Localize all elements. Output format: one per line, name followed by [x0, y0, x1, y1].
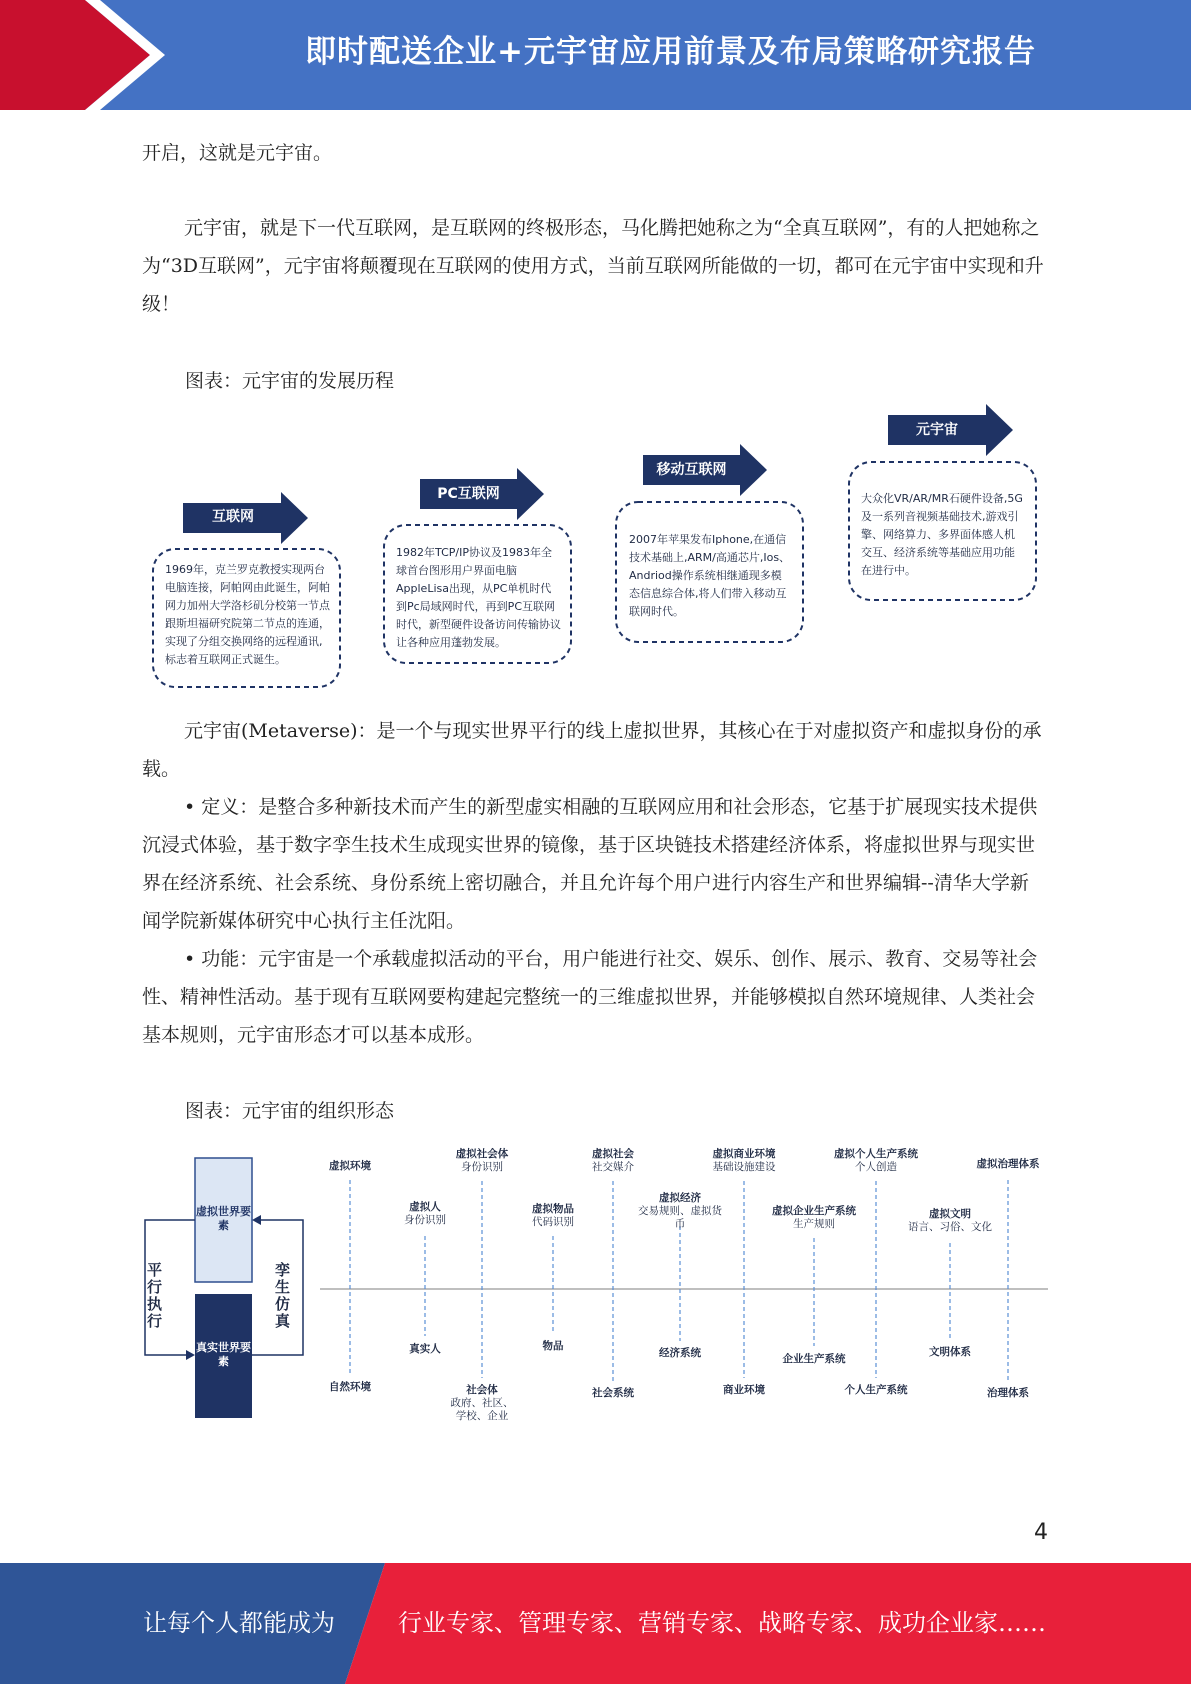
- real-item-title: 经济系统: [659, 1347, 701, 1359]
- page-footer: [0, 1563, 1191, 1684]
- paragraph-3: • 定义：是整合多种新技术而产生的新型虚实相融的互联网应用和社会形态，它基于扩展现实技术提供沉浸式体验，基于数字孪生技术生成现实世界的镜像，基于区块链技术搭建经济体系，将虚拟世界与现实世界在经济系统、社会系统、身份系统上密切融合，并且允许每个用户进行内容生产和世界编辑--清华大学新闻学院新媒体研究中心执行主任沈阳。: [142, 796, 1038, 932]
- virtual-item-title: 虚拟社会体: [455, 1148, 509, 1160]
- paragraph-4: • 功能：元宇宙是一个承载虚拟活动的平台，用户能进行社交、娱乐、创作、展示、教育、交易等社会性、精神性活动。基于现有互联网要构建起完整统一的三维虚拟世界，并能够模拟自然环境规律、人类社会基本规则，元宇宙形态才可以基本成形。: [142, 948, 1038, 1046]
- virtual-item-sub: 代码识别: [532, 1216, 574, 1228]
- timeline-label-1: 互联网: [212, 509, 254, 525]
- real-item-title: 社会体: [466, 1384, 498, 1396]
- virtual-item-sub: 生产规则: [793, 1218, 835, 1230]
- real-item-title: 物品: [542, 1340, 564, 1352]
- virtual-item-sub: 身份识别: [404, 1214, 446, 1226]
- virtual-item-sub: 交易规则、虚拟货币: [638, 1205, 722, 1230]
- virtual-item-sub: 语言、习俗、文化: [908, 1221, 992, 1233]
- footer-slogan-left: 让每个人都能成为: [143, 1609, 335, 1637]
- paragraph-0: 开启，这就是元宇宙。: [142, 142, 333, 164]
- figure-caption-org: 图表：元宇宙的组织形态: [185, 1100, 395, 1122]
- real-item-title: 社会系统: [592, 1387, 634, 1399]
- virtual-item-title: 虚拟环境: [329, 1160, 371, 1172]
- real-item-title: 文明体系: [929, 1346, 971, 1358]
- virtual-item-title: 虚拟人: [409, 1201, 441, 1213]
- virtual-item-title: 虚拟个人生产系统: [834, 1148, 918, 1160]
- real-item-sub: 政府、社区、学校、企业: [450, 1397, 514, 1422]
- virtual-item-title: 虚拟文明: [929, 1208, 971, 1220]
- virtual-world-label: 虚拟世界要素: [196, 1205, 251, 1232]
- real-world-label: 真实世界要素: [196, 1341, 251, 1368]
- parallel-execution-label: 平行执行: [147, 1261, 163, 1330]
- real-item-title: 真实人: [409, 1343, 441, 1355]
- virtual-item-sub: 个人创造: [855, 1161, 897, 1173]
- virtual-item-sub: 身份识别: [461, 1161, 503, 1173]
- timeline-text-3: 2007年苹果发布Iphone,在通信技术基础上,ARM/高通芯片,Ios、Andriod操作系统相继通现多模态信息综合体,将人们带入移动互联网时代。: [629, 533, 791, 618]
- virtual-item-sub: 基础设施建设: [712, 1161, 776, 1173]
- real-item-title: 商业环境: [723, 1384, 765, 1396]
- real-item-title: 治理体系: [987, 1387, 1029, 1399]
- virtual-item-title: 虚拟企业生产系统: [772, 1205, 856, 1217]
- virtual-item-title: 虚拟经济: [659, 1192, 701, 1204]
- paragraph-1: 元宇宙，就是下一代互联网，是互联网的终极形态，马化腾把她称之为“全真互联网”，有的人把她称之为“3D互联网”，元宇宙将颠覆现在互联网的使用方式，当前互联网所能做的一切，都可在元宇宙中实现和升级！: [142, 217, 1044, 315]
- real-item-title: 自然环境: [329, 1381, 371, 1393]
- real-item-title: 个人生产系统: [844, 1384, 908, 1396]
- timeline-label-2: PC互联网: [437, 486, 500, 502]
- virtual-item-title: 虚拟商业环境: [712, 1148, 776, 1160]
- timeline-label-4: 元宇宙: [916, 422, 958, 438]
- real-item-title: 企业生产系统: [782, 1353, 846, 1365]
- virtual-item-title: 虚拟物品: [532, 1203, 574, 1215]
- paragraph-2: 元宇宙(Metaverse)：是一个与现实世界平行的线上虚拟世界，其核心在于对虚拟资产和虚拟身份的承载。: [142, 720, 1042, 780]
- page-number: 4: [1034, 1520, 1048, 1545]
- timeline-text-1: 1969年，克兰罗克教授实现两台电脑连接，阿帕网由此诞生，阿帕网力加州大学洛杉矶分校第一节点跟斯坦福研究院第二节点的连通，实现了分组交换网络的远程通讯,标志着互联网正式诞生。: [165, 563, 330, 666]
- virtual-item-sub: 社交媒介: [592, 1161, 634, 1173]
- timeline-label-3: 移动互联网: [656, 462, 727, 478]
- timeline-text-4: 大众化VR/AR/MR石硬件设备,5G及一系列音视频基础技术,游戏引擎、网络算力、多界面体感人机交互、经济系统等基础应用功能在进行中。: [861, 492, 1023, 577]
- timeline-text-2: 1982年TCP/IP协议及1983年全球首台图形用户界面电脑AppleLisa出现，从PC单机时代到Pc局域网时代，再到PC互联网时代，新型硬件设备访问传输协议让各种应用蓬勃发展。: [396, 546, 561, 649]
- figure-caption-timeline: 图表：元宇宙的发展历程: [185, 370, 395, 392]
- footer-slogan-right: 行业专家、管理专家、营销专家、战略专家、成功企业家……: [398, 1609, 1046, 1637]
- virtual-item-title: 虚拟社会: [592, 1148, 634, 1160]
- virtual-item-title: 虚拟治理体系: [976, 1158, 1040, 1170]
- twin-simulation-label: 孪生仿真: [275, 1261, 291, 1330]
- report-title: 即时配送企业+元宇宙应用前景及布局策略研究报告: [305, 34, 1036, 70]
